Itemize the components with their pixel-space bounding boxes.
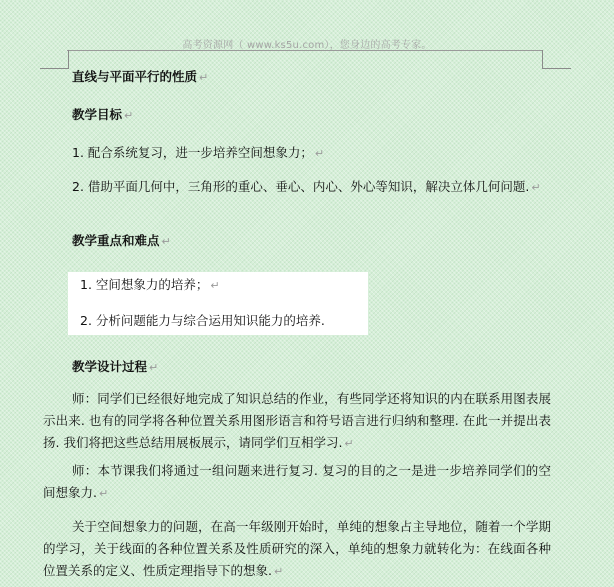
design-heading: 教学设计过程 ↵ (72, 359, 159, 374)
page-header-text: 高考资源网（ www.ks5u.com），您身边的高考专家。 (182, 40, 432, 51)
body-paragraph: 师：本节课我们将通过一组问题来进行复习. 复习的目的之一是进一步培养同学们的空间想象力. ↵ (43, 463, 551, 500)
body-paragraph: 师：同学们已经很好地完成了知识总结的作业，有些同学还将知识的内在联系用图表展示出来. 也有的同学将各种位置关系用图形语言和符号语言进行归纳和整理. 在此一并提出表扬. 我们将把这些总结用展板展示，请同学们互相学习. ↵ (43, 391, 551, 450)
objectives-heading: 教学目标 ↵ (72, 107, 134, 122)
paragraph-mark-icon: ↵ (149, 361, 159, 374)
paragraph-mark-icon: ↵ (161, 235, 171, 248)
paragraph-mark-icon: ↵ (314, 147, 325, 160)
keypoint-item: 2. 分析问题能力与综合运用知识能力的培养. (80, 313, 325, 328)
keypoints-box (68, 272, 368, 335)
document-title: 直线与平面平行的性质 ↵ (72, 69, 209, 84)
paragraph-mark-icon: ↵ (531, 181, 541, 194)
paragraph-mark-icon: ↵ (210, 279, 220, 292)
body-paragraph: 关于空间想象力的问题，在高一年级刚开始时，单纯的想象占主导地位，随着一个学期的学习，关于线面的各种位置关系及性质研究的深入，单纯的想象力就转化为：在线面各种位置关系的定义、性质定理指导下的想象. ↵ (43, 519, 551, 578)
header-rule (67, 50, 543, 51)
margin-corner-left (40, 50, 69, 69)
objective-item: 2. 借助平面几何中，三角形的重心、垂心、内心、外心等知识，解决立体几何问题. ↵ (72, 179, 541, 194)
paragraph-mark-icon: ↵ (199, 71, 209, 84)
margin-corner-right (542, 50, 571, 69)
paragraph-mark-icon: ↵ (98, 487, 109, 500)
objective-item: 1. 配合系统复习，进一步培养空间想象力； ↵ (72, 145, 325, 160)
keypoints-heading: 教学重点和难点 ↵ (72, 233, 171, 248)
paragraph-mark-icon: ↵ (273, 565, 284, 578)
paragraph-mark-icon: ↵ (344, 437, 354, 450)
keypoint-item: 1. 空间想象力的培养； ↵ (80, 277, 220, 292)
paragraph-mark-icon: ↵ (124, 109, 134, 122)
